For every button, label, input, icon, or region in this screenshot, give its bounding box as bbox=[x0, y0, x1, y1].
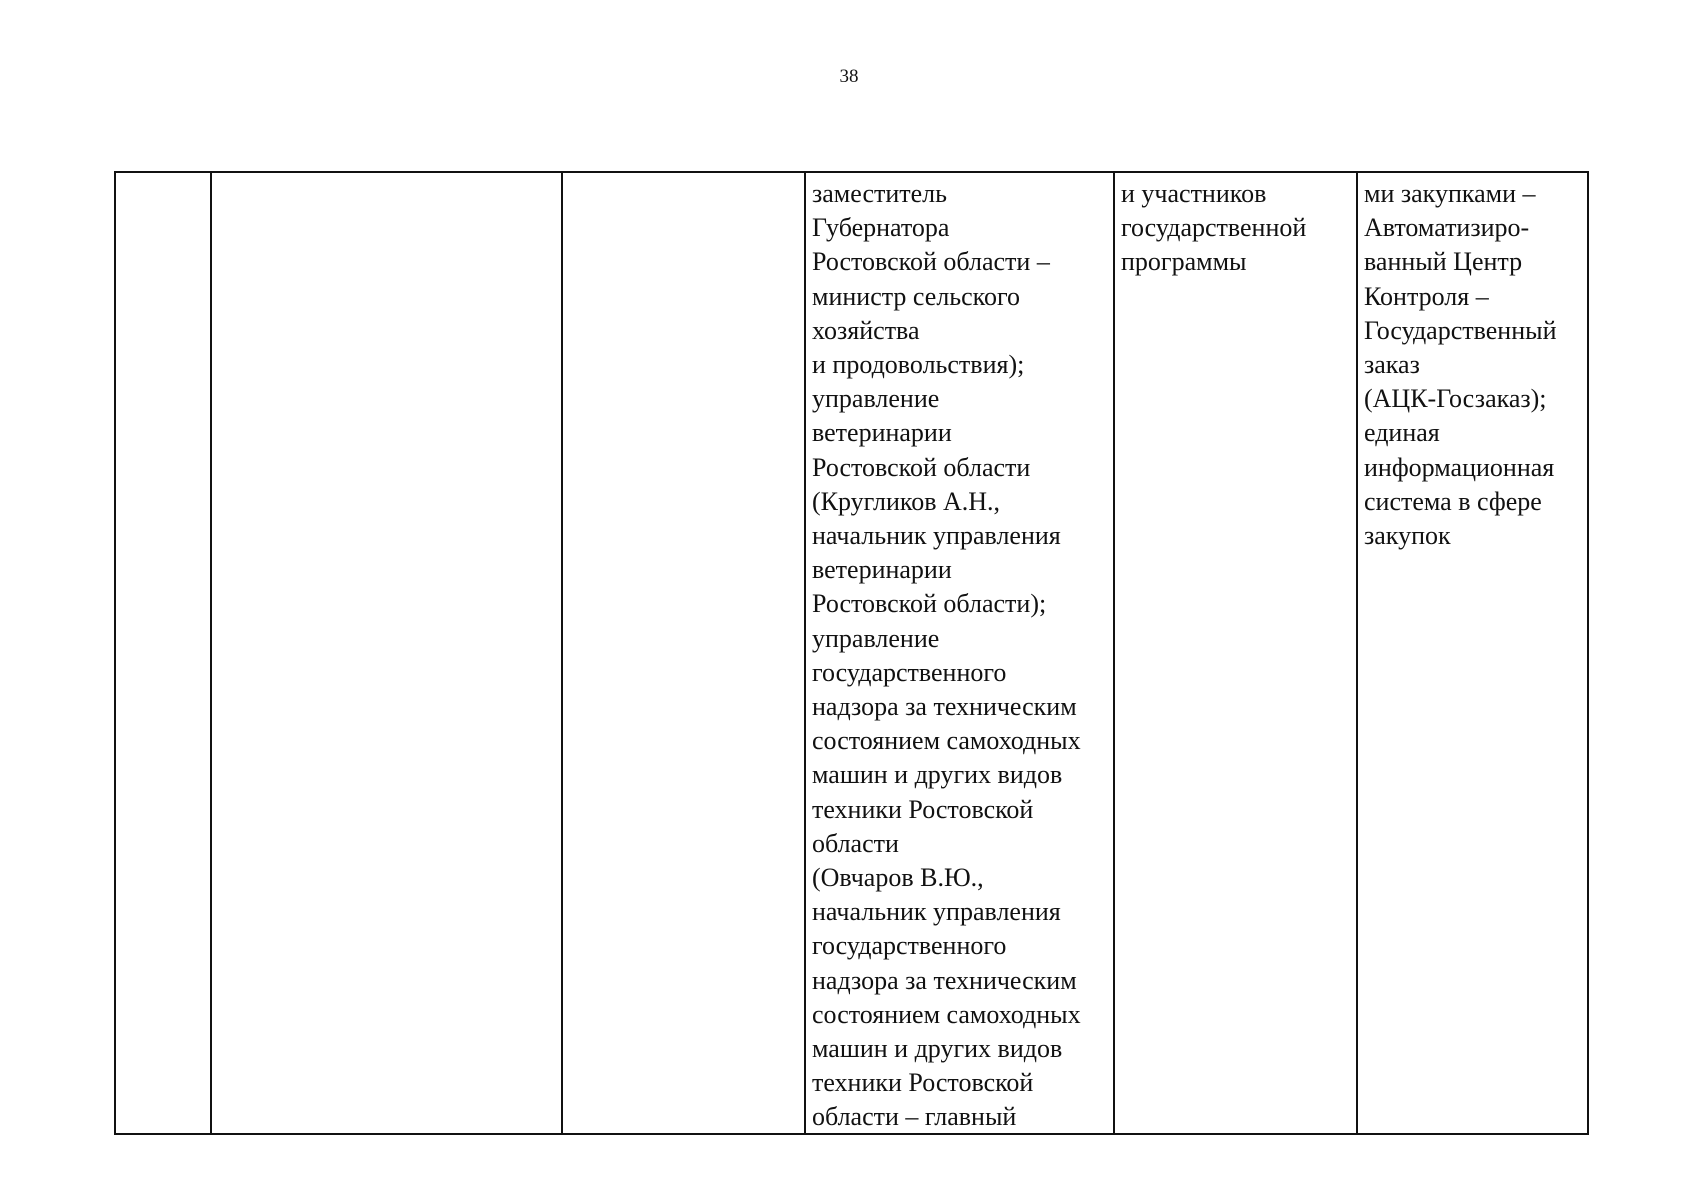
cell-text-line: министр сельского bbox=[812, 281, 1021, 311]
cell-text-line: единая bbox=[1364, 418, 1440, 448]
cell-text-line: заказ bbox=[1364, 350, 1420, 380]
cell-text-line: и участников bbox=[1121, 179, 1267, 208]
cell-text-line: государственной bbox=[1121, 213, 1307, 243]
cell-text-line: и продовольствия); bbox=[812, 350, 1025, 380]
cell-text-line: Ростовской области – bbox=[812, 247, 1050, 277]
cell-text-line: области bbox=[812, 828, 899, 858]
cell-text-line: Автоматизиро- bbox=[1364, 213, 1530, 243]
cell-text-line: области – главный bbox=[812, 1102, 1017, 1132]
table-cell-col-3 bbox=[563, 173, 806, 1133]
cell-text-line: информационная bbox=[1364, 452, 1555, 482]
table-cell-col-1 bbox=[116, 173, 212, 1133]
cell-text-line: Ростовской области); bbox=[812, 589, 1047, 619]
cell-text-line: начальник управления bbox=[812, 897, 1061, 927]
cell-text-line: управление bbox=[812, 384, 940, 414]
table-cell-information-systems bbox=[1358, 173, 1587, 1133]
cell-text-line: надзора за техническим bbox=[812, 692, 1077, 722]
cell-text-line: состоянием самоходных bbox=[812, 999, 1081, 1029]
cell-text-line: (Кругликов А.Н., bbox=[812, 486, 1001, 516]
cell-text-line: техники Ростовской bbox=[812, 1068, 1034, 1098]
table-cell-responsible-executors bbox=[806, 173, 1115, 1133]
cell-text-line: государственного bbox=[812, 657, 1007, 687]
cell-text-line: Ростовской области bbox=[812, 452, 1031, 482]
cell-text-line: программы bbox=[1121, 247, 1247, 277]
cell-text-line: начальник управления bbox=[812, 521, 1061, 551]
table-cell-col-2 bbox=[212, 173, 563, 1133]
cell-text-line: Губернатора bbox=[812, 213, 950, 243]
cell-text-line: (АЦК-Госзаказ); bbox=[1364, 384, 1547, 414]
table-cell-participants bbox=[1115, 173, 1358, 1133]
cell-text-line: хозяйства bbox=[812, 315, 920, 345]
cell-text-line: (Овчаров В.Ю., bbox=[812, 863, 984, 893]
cell-text-line: система в сфере bbox=[1364, 486, 1542, 516]
cell-text-line: Государственный bbox=[1364, 315, 1557, 345]
cell-text-line: машин и других видов bbox=[812, 1034, 1063, 1064]
cell-text-line: машин и других видов bbox=[812, 760, 1063, 790]
document-table bbox=[114, 171, 1589, 1135]
cell-text-line: управление bbox=[812, 623, 940, 653]
cell-text-line: надзора за техническим bbox=[812, 965, 1077, 995]
cell-text-line: ветеринарии bbox=[812, 555, 952, 585]
cell-text-line: государственного bbox=[812, 931, 1007, 961]
cell-text-line: ветеринарии bbox=[812, 418, 952, 448]
cell-text-line: ми закупками – bbox=[1364, 179, 1536, 208]
page-number: 38 bbox=[839, 66, 859, 87]
cell-text-line: заместитель bbox=[812, 179, 948, 208]
cell-text-line: Контроля – bbox=[1364, 281, 1489, 311]
cell-text-line: закупок bbox=[1364, 521, 1451, 551]
cell-text-line: техники Ростовской bbox=[812, 794, 1034, 824]
cell-text-line: состоянием самоходных bbox=[812, 726, 1081, 756]
cell-text-line: ванный Центр bbox=[1364, 247, 1523, 277]
